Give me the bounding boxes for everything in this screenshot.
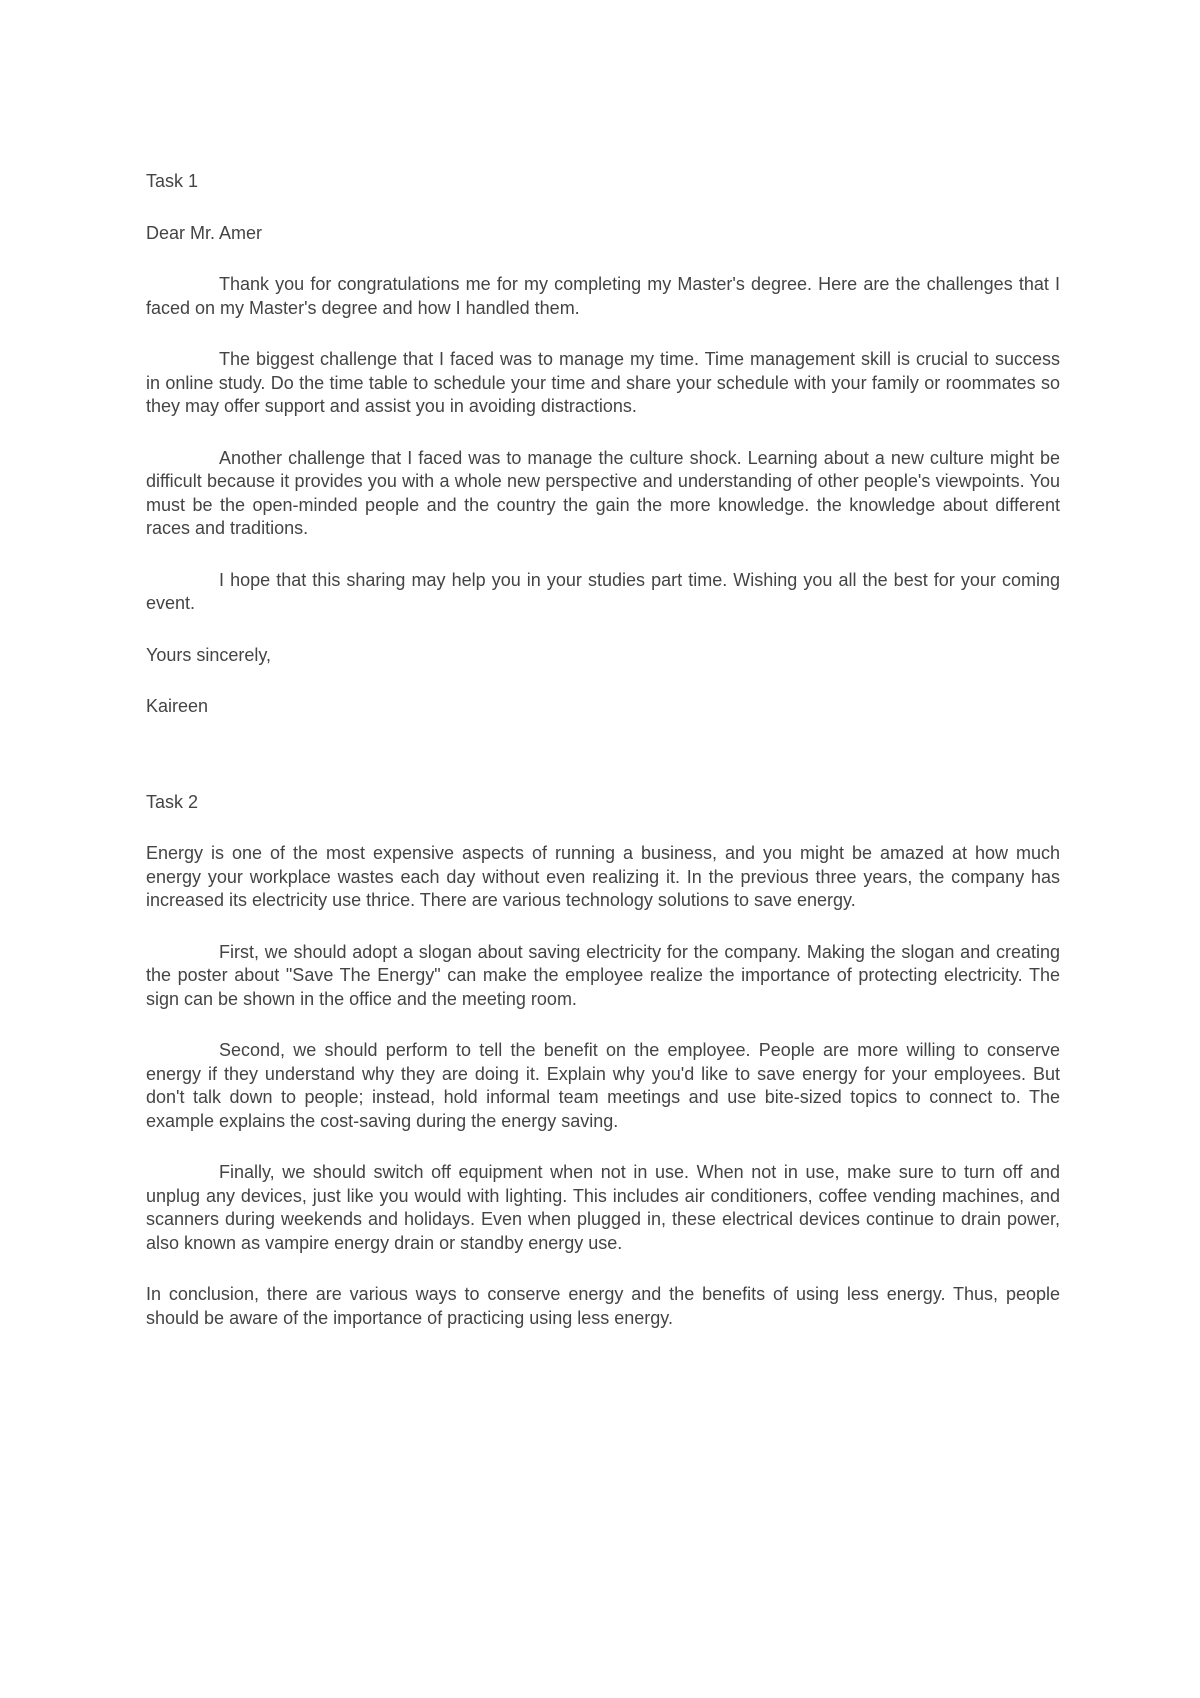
letter-closing: Yours sincerely,	[146, 644, 272, 665]
task2-heading: Task 2	[146, 791, 199, 812]
letter-paragraph-4: I hope that this sharing may help you in your studies part time. Wishing you all the best for your coming event.	[146, 569, 1060, 613]
letter-paragraph-3: Another challenge that I faced was to manage the culture shock. Learning about a new culture might be difficult because it provides you with a whole new perspective and understanding of other people's viewpoints. You must be the open-minded people and the country the gain the more knowledge. the knowledge about different races and traditions.	[146, 447, 1060, 538]
task1-heading: Task 1	[146, 171, 199, 191]
essay-paragraph-2: Second, we should perform to tell the benefit on the employee. People are more willing to conserve energy if they understand why they are doing it. Explain why you'd like to save energy for your employees. But don't talk down to people; instead, hold informal team meetings and use bite-sized topics to connect to. The example explains the cost-saving during the energy saving.	[146, 1040, 1060, 1131]
letter-signature: Kaireen	[146, 696, 209, 716]
essay-intro: Energy is one of the most expensive aspects of running a business, and you might be amazed at how much energy your workplace wastes each day without even realizing it. In the previous three years, the company has increased its electricity use thrice. There are various technology solutions to save energy.	[146, 843, 1060, 910]
document-page	[146, 170, 1060, 1358]
essay-conclusion: In conclusion, there are various ways to conserve energy and the benefits of using less energy. Thus, people should be aware of the importance of practicing using less energy.	[146, 1284, 1060, 1328]
letter-paragraph-1: Thank you for congratulations me for my completing my Master's degree. Here are the challenges that I faced on my Master's degree and how I handled them.	[146, 274, 1060, 318]
essay-paragraph-3: Finally, we should switch off equipment when not in use. When not in use, make sure to turn off and unplug any devices, just like you would with lighting. This includes air conditioners, coffee vending machines, and scanners during weekends and holidays. Even when plugged in, these electrical devices continue to drain power, also known as vampire energy drain or standby energy use.	[146, 1162, 1060, 1253]
letter-salutation: Dear Mr. Amer	[146, 222, 263, 243]
essay-paragraph-1: First, we should adopt a slogan about saving electricity for the company. Making the slogan and creating the poster about "Save The Energy" can make the employee realize the importance of protecting electricity. The sign can be shown in the office and the meeting room.	[146, 941, 1060, 1009]
letter-paragraph-2: The biggest challenge that I faced was to manage my time. Time management skill is crucial to success in online study. Do the time table to schedule your time and share your schedule with your family or roommates so they may offer support and assist you in avoiding distractions.	[146, 349, 1060, 416]
